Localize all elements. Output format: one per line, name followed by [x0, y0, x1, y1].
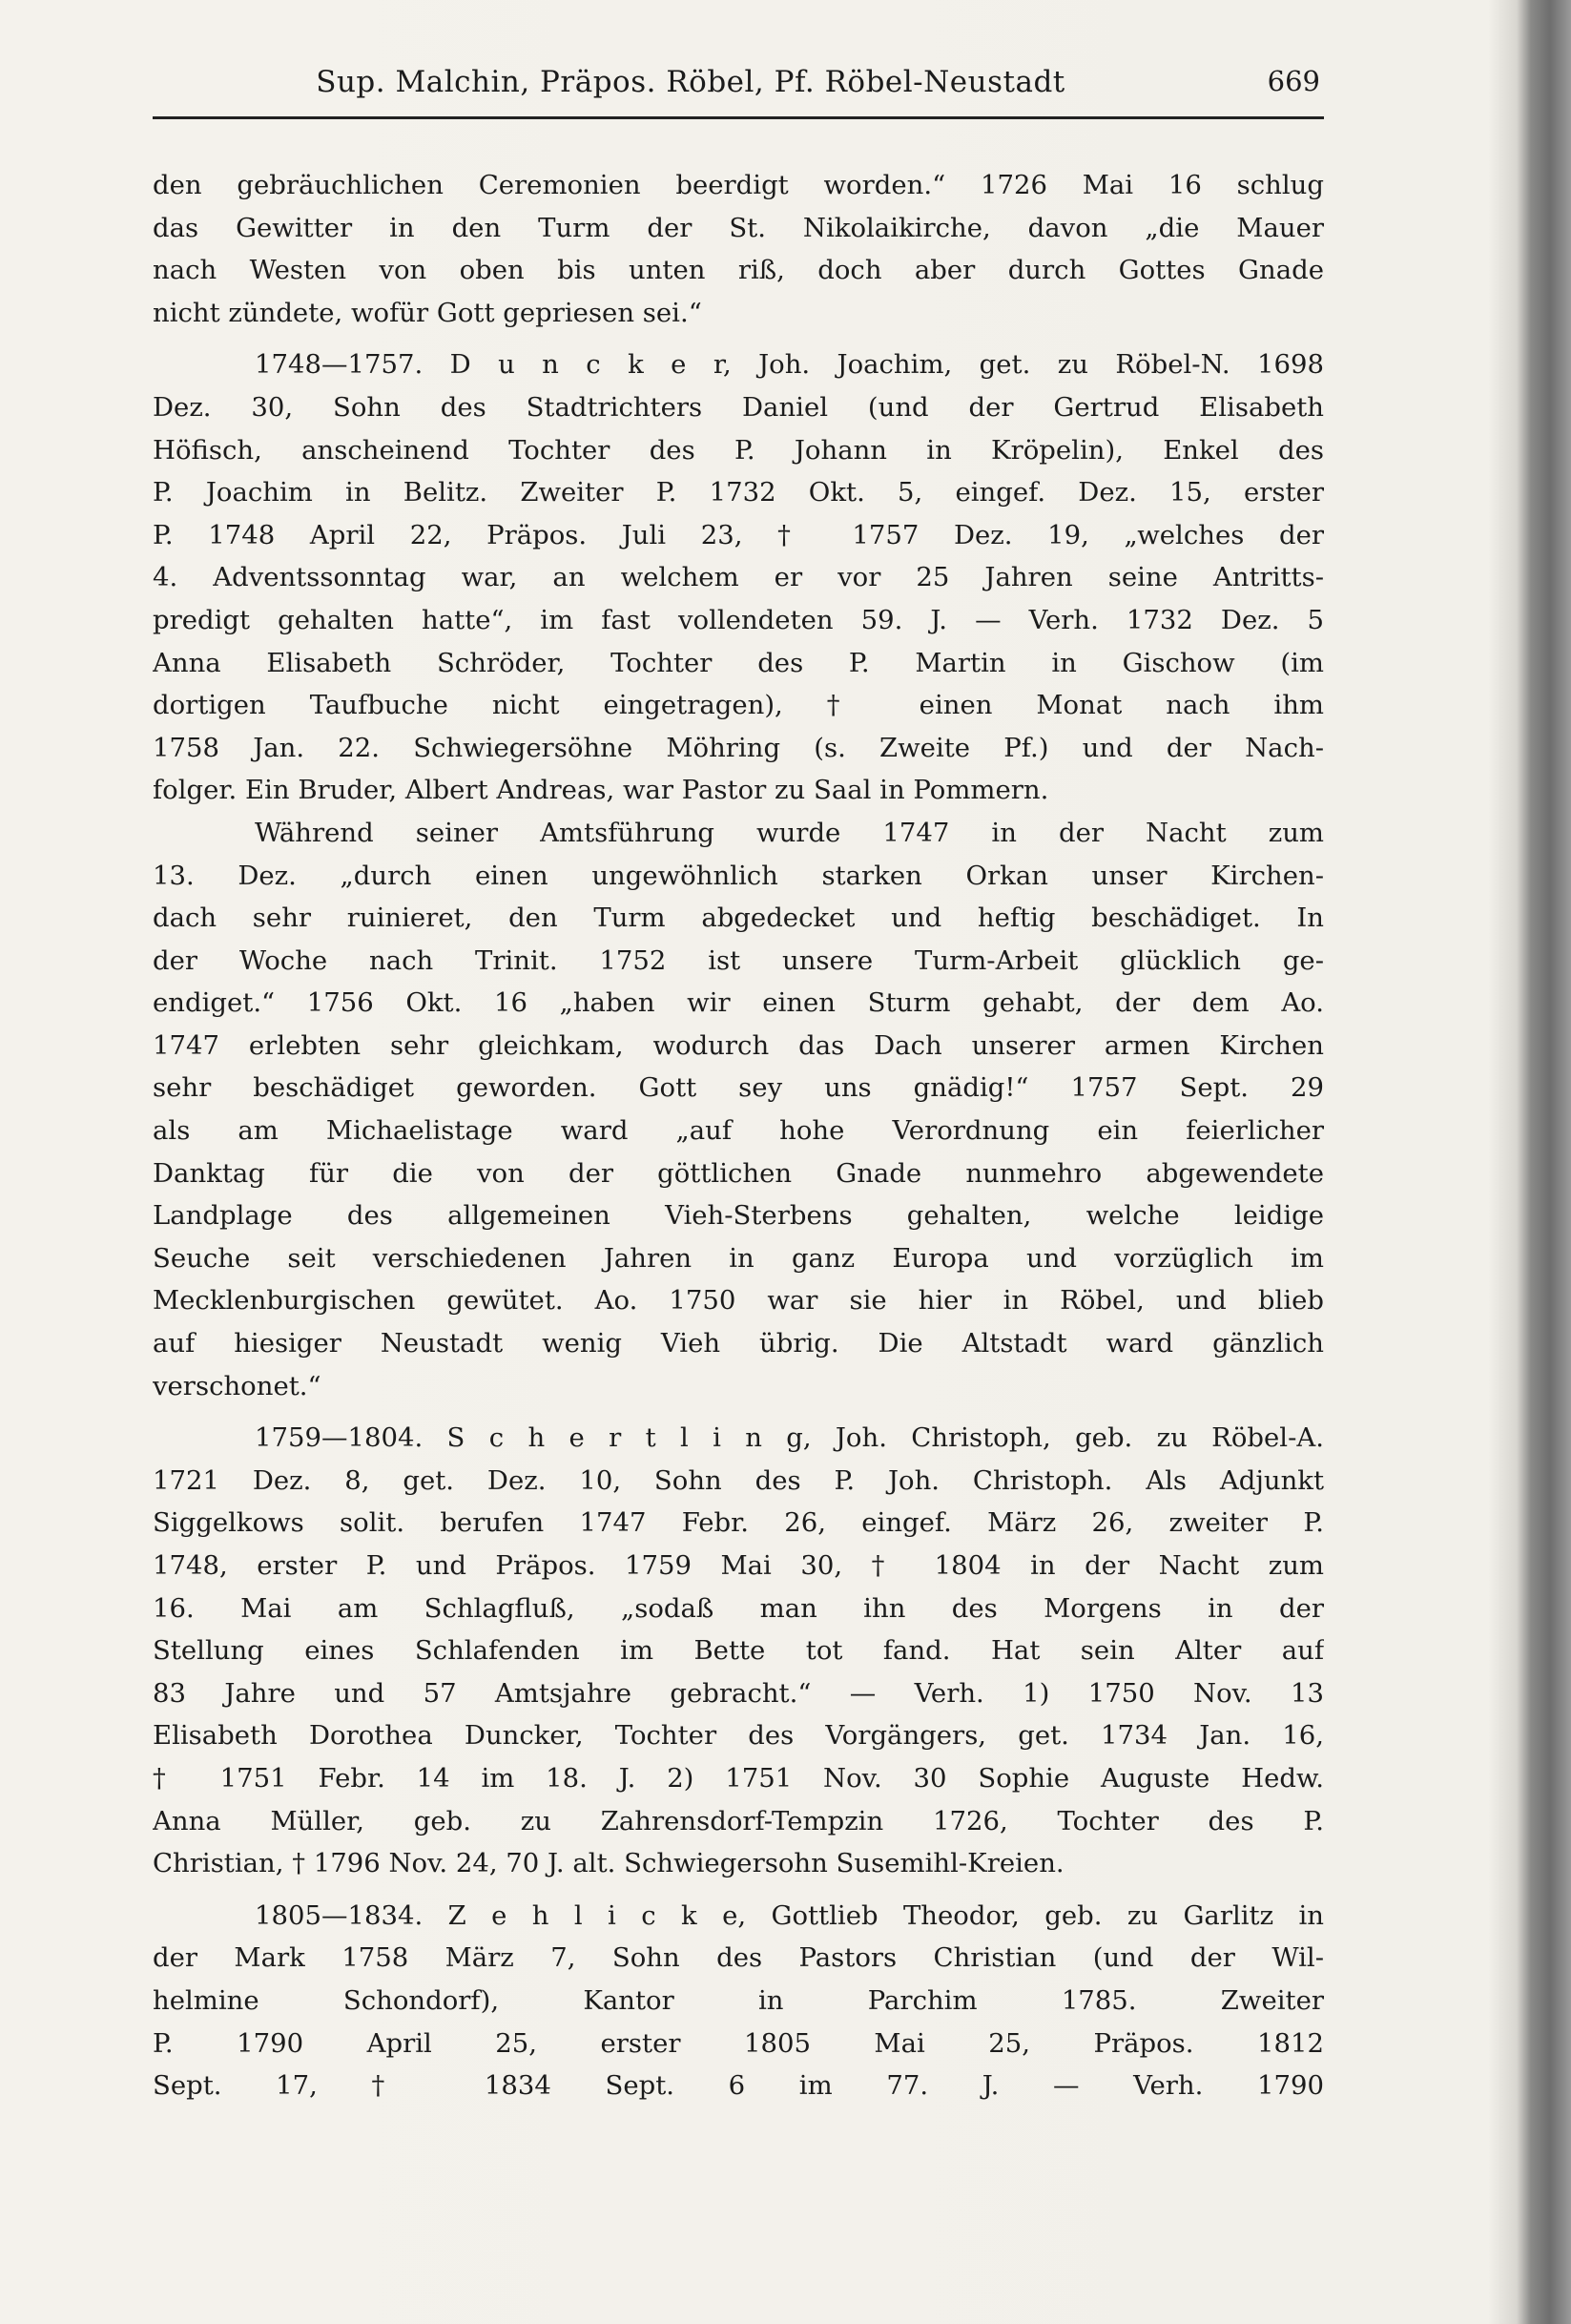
text-line: auf hiesiger Neustadt wenig Vieh übrig. Die Altstadt ward gänzlich: [153, 1328, 1324, 1359]
text-line: Stellung eines Schlafenden im Bette tot fand. Hat sein Alter auf: [153, 1635, 1324, 1667]
text-line: dach sehr ruinieret, den Turm abgedecket und heftig beschädiget. In: [153, 903, 1324, 934]
text-line: Seuche seit verschiedenen Jahren in ganz Europa und vorzüglich im: [153, 1242, 1324, 1274]
text-line: Elisabeth Dorothea Duncker, Tochter des Vorgängers, get. 1734 Jan. 16,: [153, 1720, 1324, 1752]
paragraph: [153, 1417, 1324, 1885]
text-line: das Gewitter in den Turm der St. Nikolaikirche, davon „die Mauer: [153, 212, 1324, 243]
text-line: Landplage des allgemeinen Vieh-Sterbens gehalten, welche leidige: [153, 1200, 1324, 1232]
header-rule: [153, 116, 1324, 119]
paragraph: [153, 164, 1324, 334]
text-line: sehr beschädiget geworden. Gott sey uns gnädig!“ 1757 Sept. 29: [153, 1072, 1324, 1104]
paragraph: [153, 1895, 1324, 2107]
text-line: 1748—1757. D u n c k e r, Joh. Joachim, get. zu Röbel-N. 1698: [255, 349, 1324, 381]
page-number: 669: [1267, 65, 1320, 97]
text-line: der Mark 1758 März 7, Sohn des Pastors Christian (und der Wil-: [153, 1942, 1324, 1974]
text-line: Mecklenburgischen gewütet. Ao. 1750 war sie hier in Röbel, und blieb: [153, 1285, 1324, 1317]
body-text: [153, 164, 1324, 2107]
text-line: 16. Mai am Schlagfluß, „sodaß man ihn des Morgens in der: [153, 1592, 1324, 1624]
text-line: Während seiner Amtsführung wurde 1747 in der Nacht zum: [255, 817, 1324, 848]
running-header: [153, 65, 1324, 113]
header-title: Sup. Malchin, Präpos. Röbel, Pf. Röbel-Neustadt: [316, 65, 1065, 99]
text-line: P. 1790 April 25, erster 1805 Mai 25, Präpos. 1812: [153, 2027, 1324, 2059]
text-line: 1805—1834. Z e h l i c k e, Gottlieb Theodor, geb. zu Garlitz in: [255, 1899, 1324, 1931]
text-line: Siggelkows solit. berufen 1747 Febr. 26, eingef. März 26, zweiter P.: [153, 1507, 1324, 1539]
text-line: Christian, † 1796 Nov. 24, 70 J. alt. Schwiegersohn Susemihl-Kreien.: [153, 1848, 1065, 1879]
text-line: P. 1748 April 22, Präpos. Juli 23, † 1757 Dez. 19, „welches der: [153, 519, 1324, 550]
text-line: der Woche nach Trinit. 1752 ist unsere Turm-Arbeit glücklich ge-: [153, 944, 1324, 976]
text-line: endiget.“ 1756 Okt. 16 „haben wir einen Sturm gehabt, der dem Ao.: [153, 987, 1324, 1019]
text-line: 83 Jahre und 57 Amtsjahre gebracht.“ — Verh. 1) 1750 Nov. 13: [153, 1677, 1324, 1709]
text-line: 4. Adventssonntag war, an welchem er vor 25 Jahren seine Antritts-: [153, 562, 1324, 593]
text-line: P. Joachim in Belitz. Zweiter P. 1732 Okt. 5, eingef. Dez. 15, erster: [153, 477, 1324, 508]
text-line: dortigen Taufbuche nicht eingetragen), † einen Monat nach ihm: [153, 690, 1324, 721]
text-line: 1747 erlebten sehr gleichkam, wodurch das Dach unserer armen Kirchen: [153, 1029, 1324, 1061]
text-line: † 1751 Febr. 14 im 18. J. 2) 1751 Nov. 30 Sophie Auguste Hedw.: [153, 1762, 1324, 1794]
text-line: 13. Dez. „durch einen ungewöhnlich starken Orkan unser Kirchen-: [153, 860, 1324, 891]
text-line: helmine Schondorf), Kantor in Parchim 1785. Zweiter: [153, 1984, 1324, 2016]
text-line: 1758 Jan. 22. Schwiegersöhne Möhring (s. Zweite Pf.) und der Nach-: [153, 732, 1324, 763]
text-line: Anna Elisabeth Schröder, Tochter des P. Martin in Gischow (im: [153, 647, 1324, 678]
text-line: Dez. 30, Sohn des Stadtrichters Daniel (und der Gertrud Elisabeth: [153, 391, 1324, 423]
text-line: nach Westen von oben bis unten riß, doch aber durch Gottes Gnade: [153, 255, 1324, 286]
paragraph: [153, 812, 1324, 1407]
text-line: 1748, erster P. und Präpos. 1759 Mai 30, † 1804 in der Nacht zum: [153, 1550, 1324, 1581]
text-line: folger. Ein Bruder, Albert Andreas, war Pastor zu Saal in Pommern.: [153, 775, 1049, 806]
text-line: nicht zündete, wofür Gott gepriesen sei.“: [153, 297, 702, 328]
text-line: 1721 Dez. 8, get. Dez. 10, Sohn des P. Joh. Christoph. Als Adjunkt: [153, 1464, 1324, 1496]
text-line: verschonet.“: [153, 1370, 321, 1401]
text-line: 1759—1804. S c h e r t l i n g, Joh. Christoph, geb. zu Röbel-A.: [255, 1422, 1324, 1454]
text-line: Höfisch, anscheinend Tochter des P. Johann in Kröpelin), Enkel des: [153, 434, 1324, 466]
text-line: Anna Müller, geb. zu Zahrensdorf-Tempzin 1726, Tochter des P.: [153, 1805, 1324, 1836]
text-line: Sept. 17, † 1834 Sept. 6 im 77. J. — Verh. 1790: [153, 2070, 1324, 2102]
text-line: als am Michaelistage ward „auf hohe Verordnung ein feierlicher: [153, 1115, 1324, 1147]
paragraph: [153, 343, 1324, 812]
text-line: predigt gehalten hatte“, im fast vollendeten 59. J. — Verh. 1732 Dez. 5: [153, 604, 1324, 635]
text-line: den gebräuchlichen Ceremonien beerdigt worden.“ 1726 Mai 16 schlug: [153, 170, 1324, 200]
text-line: Danktag für die von der göttlichen Gnade nunmehro abgewendete: [153, 1157, 1324, 1189]
